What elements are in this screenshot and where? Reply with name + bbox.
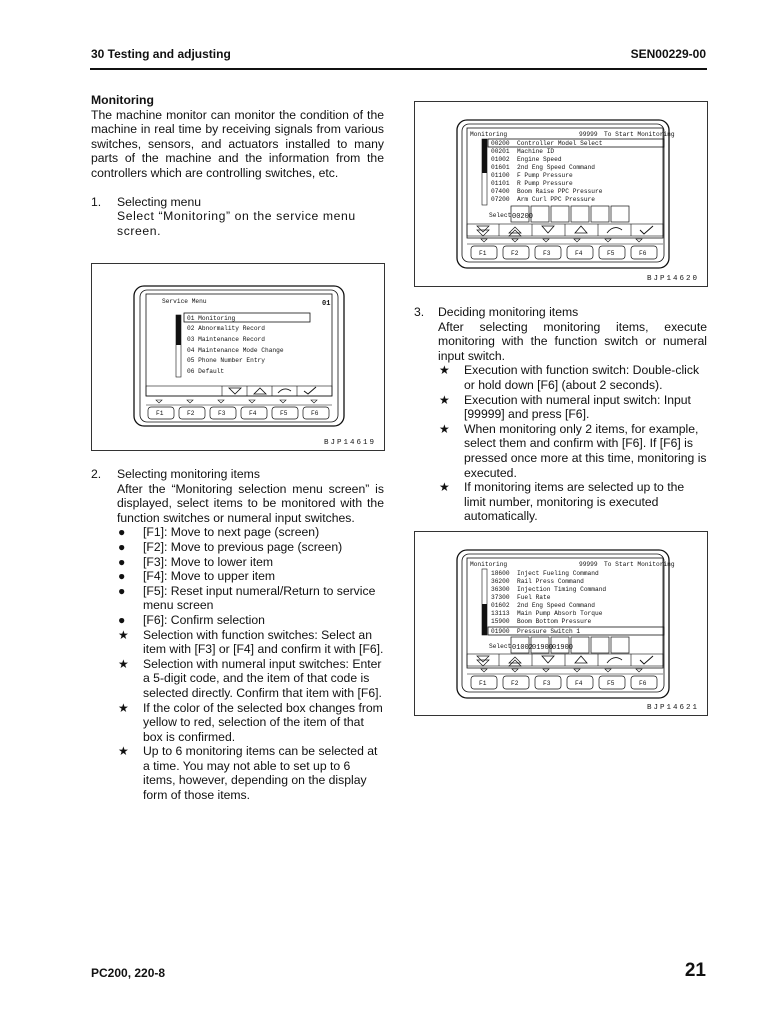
figure-monitoring-select	[414, 101, 708, 287]
fig3-key-f4: F4	[575, 680, 583, 687]
monitoring-selected-screen-drawing	[415, 532, 707, 715]
monitoring-heading: Monitoring	[91, 93, 154, 107]
fig3-key-f6: F6	[639, 680, 647, 687]
svg-text:15900: 15900	[491, 618, 510, 625]
list-item: ★ If monitoring items are selected up to the limit number, monitoring is executed automatically.	[439, 480, 685, 524]
fig3-key-f3: F3	[543, 680, 551, 687]
step-3-title: Deciding monitoring items	[438, 305, 579, 319]
fig2-id: BJP14620	[646, 275, 699, 283]
list-item: ★ When monitoring only 2 items, for example, select them and confirm with [F6]. If [F6] is pressed once more at this time, monitoring is executed.	[439, 421, 707, 480]
svg-text:2nd Eng Speed Command: 2nd Eng Speed Command	[517, 602, 595, 609]
return-icon	[278, 389, 291, 393]
list-item: ★ Selection with function switches: Select an item with [F3] or [F4] and confirm it with [F6].	[118, 627, 384, 657]
svg-text:2nd Eng Speed Command: 2nd Eng Speed Command	[517, 164, 595, 171]
step-3-number: 3.	[414, 305, 425, 319]
fig1-number: 01	[322, 300, 331, 308]
list-item: ● [F5]: Reset input numeral/Return to service menu screen	[118, 583, 376, 613]
step-2-title: Selecting monitoring items	[117, 467, 260, 481]
step-2-body: After the “Monitoring selection menu screen” is displayed, select items to be monitored with the function switches or numeral input switches.	[117, 481, 384, 525]
fig3-key-f2: F2	[511, 680, 519, 687]
step-3-body: After selecting monitoring items, execute monitoring with the function switch or numeral input switch.	[438, 319, 707, 363]
svg-text:18600: 18600	[491, 570, 510, 577]
fig3-code: 99999	[579, 561, 598, 568]
fig3-selected-0: 01002	[512, 644, 534, 652]
svg-text:36300: 36300	[491, 586, 510, 593]
down-arrow-icon	[229, 388, 241, 394]
fig1-item-0: 01 Monitoring	[187, 315, 236, 322]
step-3	[414, 305, 707, 524]
footer-model: PC200, 220-8	[91, 966, 166, 980]
svg-text:Boom Bottom Pressure: Boom Bottom Pressure	[517, 618, 592, 625]
list-item: ● [F6]: Confirm selection	[118, 612, 265, 627]
svg-text:01602: 01602	[491, 602, 510, 609]
list-item: ★ Up to 6 monitoring items can be selected at a time. You may not able to set up to 6 items, however, depending on the display form of those items.	[118, 744, 378, 803]
fig2-key-f4: F4	[575, 250, 583, 257]
return-icon	[607, 228, 622, 233]
page-up-icon	[509, 657, 521, 666]
fig3-key-f5: F5	[607, 680, 615, 687]
monitoring-intro: The machine monitor can monitor the condition of the machine in real time by receiving signals from various switches, sensors, and actuators installed to many parts of the machine and the information from the controllers which are controlling switches, etc.	[91, 107, 384, 180]
left-column	[91, 93, 384, 238]
svg-text:Rail Press Command: Rail Press Command	[517, 578, 584, 585]
svg-text:01002: 01002	[491, 156, 510, 163]
svg-text:36200: 36200	[491, 578, 510, 585]
svg-text:01601: 01601	[491, 164, 510, 171]
fig3-title: Monitoring	[470, 561, 508, 568]
service-menu-screen-drawing	[92, 264, 384, 450]
list-item: ● [F3]: Move to lower item	[118, 554, 274, 569]
svg-text:00201: 00201	[491, 148, 510, 155]
fig2-table	[491, 140, 603, 203]
fig2-key-f3: F3	[543, 250, 551, 257]
fig3-selected-2: 01900	[552, 644, 574, 652]
svg-text:Boom Raise PPC Pressure: Boom Raise PPC Pressure	[517, 188, 603, 195]
fig2-key-f6: F6	[639, 250, 647, 257]
fig2-start: To Start Monitoring	[604, 131, 675, 138]
return-icon	[607, 658, 622, 663]
fig1-item-3: 04 Maintenance Mode Change	[187, 347, 284, 354]
fig2-key-f2: F2	[511, 250, 519, 257]
fig3-selected-1: 01900	[532, 644, 554, 652]
up-arrow-icon	[575, 656, 587, 663]
fig1-key-f1: F1	[156, 410, 164, 417]
figure-service-menu	[91, 263, 385, 451]
fig3-id: BJP14621	[646, 704, 699, 712]
step-2-list	[117, 525, 384, 802]
svg-text:Machine ID: Machine ID	[517, 148, 555, 155]
svg-text:37300: 37300	[491, 594, 510, 601]
svg-text:Inject Fueling Command: Inject Fueling Command	[517, 570, 599, 577]
page-down-icon	[477, 656, 489, 666]
step-2-number: 2.	[91, 467, 102, 481]
fig2-select-label: Select	[489, 212, 512, 219]
page-number: 21	[684, 960, 706, 981]
fig2-key-f5: F5	[607, 250, 615, 257]
svg-text:F Pump Pressure: F Pump Pressure	[517, 172, 573, 179]
fig1-key-f3: F3	[218, 410, 226, 417]
step-3-list	[438, 363, 707, 524]
svg-text:Pressure Switch 1: Pressure Switch 1	[517, 628, 581, 635]
page-down-icon	[477, 226, 489, 236]
fig2-code: 99999	[579, 131, 598, 138]
check-icon	[640, 656, 653, 664]
check-icon	[640, 226, 653, 234]
svg-text:Main Pump Absorb Torque: Main Pump Absorb Torque	[517, 610, 603, 617]
list-item: ★ If the color of the selected box changes from yellow to red, selection of the item of that box is confirmed.	[118, 700, 383, 744]
check-icon	[304, 387, 316, 394]
step-1	[91, 195, 384, 239]
svg-text:Injection Timing Command: Injection Timing Command	[517, 586, 607, 593]
svg-text:07400: 07400	[491, 188, 510, 195]
fig1-item-1: 02 Abnormality Record	[187, 325, 265, 332]
figure-monitoring-selected	[414, 531, 708, 716]
fig1-item-5: 06 Default	[187, 368, 225, 375]
list-item: ★ Execution with function switch: Double-click or hold down [F6] (about 2 seconds).	[439, 363, 700, 392]
monitoring-select-screen-drawing	[415, 102, 707, 286]
up-arrow-icon	[254, 388, 266, 394]
svg-text:Fuel Rate: Fuel Rate	[517, 594, 551, 601]
step-2	[91, 467, 384, 803]
fig3-key-f1: F1	[479, 680, 487, 687]
list-item: ● [F4]: Move to upper item	[118, 569, 276, 584]
fig1-item-2: 03 Maintenance Record	[187, 336, 265, 343]
document-id: SEN00229-00	[630, 47, 706, 61]
fig2-selected-0: 00200	[512, 213, 534, 221]
svg-text:00200: 00200	[491, 140, 510, 147]
fig1-item-4: 05 Phone Number Entry	[187, 357, 265, 364]
svg-text:Arm Curl PPC Pressure: Arm Curl PPC Pressure	[517, 196, 595, 203]
svg-text:01900: 01900	[491, 628, 510, 635]
fig3-table	[491, 570, 606, 635]
fig1-title: Service Menu	[162, 298, 207, 305]
svg-text:Controller Model Select: Controller Model Select	[517, 140, 603, 147]
svg-text:07200: 07200	[491, 196, 510, 203]
down-arrow-icon	[542, 226, 554, 233]
fig1-key-f4: F4	[249, 410, 257, 417]
fig2-key-f1: F1	[479, 250, 487, 257]
page-up-icon	[509, 227, 521, 236]
section-title: 30 Testing and adjusting	[91, 47, 231, 61]
list-item: ● [F2]: Move to previous page (screen)	[118, 539, 343, 554]
fig2-title: Monitoring	[470, 131, 508, 138]
header-rule	[90, 68, 707, 70]
svg-text:01100: 01100	[491, 172, 510, 179]
list-item: ★ Execution with numeral input switch: Input [99999] and press [F6].	[439, 392, 691, 422]
svg-text:01101: 01101	[491, 180, 510, 187]
fig1-key-f2: F2	[187, 410, 195, 417]
step-1-body: Select “Monitoring” on the service menu screen.	[117, 209, 356, 238]
svg-text:R Pump Pressure: R Pump Pressure	[517, 180, 573, 187]
fig3-select-label: Select	[489, 643, 512, 650]
down-arrow-icon	[542, 656, 554, 663]
svg-text:13113: 13113	[491, 610, 510, 617]
list-item: ● [F1]: Move to next page (screen)	[118, 525, 320, 540]
step-1-number: 1.	[91, 194, 102, 209]
fig1-key-f6: F6	[311, 410, 319, 417]
up-arrow-icon	[575, 226, 587, 233]
fig3-start: To Start Monitoring	[604, 561, 675, 568]
fig1-key-f5: F5	[280, 410, 288, 417]
fig1-id: BJP14619	[323, 439, 376, 447]
list-item: ★ Selection with numeral input switches: Enter a 5-digit code, and the item of that code is selected directly. Confirm that item with [F6].	[118, 656, 382, 700]
svg-text:Engine Speed: Engine Speed	[517, 156, 562, 163]
step-1-title: Selecting menu	[117, 194, 202, 209]
